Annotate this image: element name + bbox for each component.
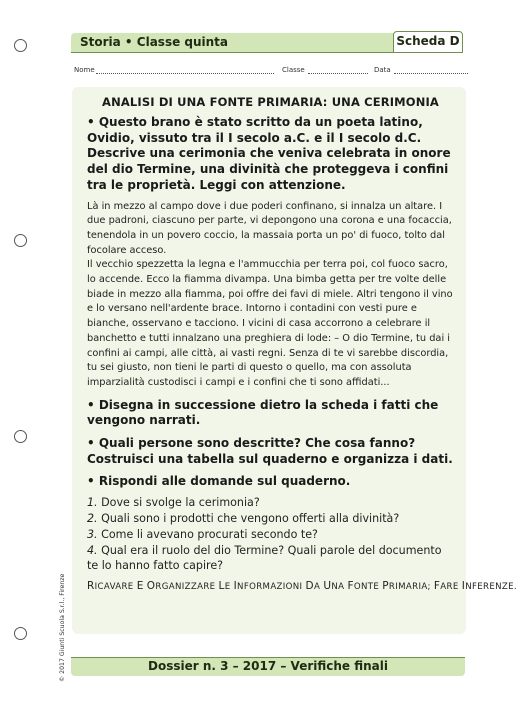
class-label: Classe [282, 66, 305, 74]
source-paragraph-2: Il vecchio spezzetta la legna e l'ammucchia per terra poi, col fuoco sacro, lo accende. Ecco la fiamma divampa. Una bimba getta per tre volte delle biade in mezzo alla fiamma, poi offre dei favi di miele. Altri tengono il vino e lo versano nell'ardente brace. Intorno i contadini con vesti pure e bianche, osservano e tacciono. I vicini di casa accorrono a celebrare il banchetto e tutti innalzano una preghiera di lode: – O dio Termine, tu dai i confini ai campi, alle città, ai vasti regni. Senza di te vi sarebbe discordia, tu sei giusto, non tieni le parti di questo o quello, ma con assoluta imparzialità custodisci i campi e i confini che ti sono affidati... [87, 259, 453, 388]
instruction-2: • Quali persone sono descritte? Che cosa fanno? Costruisci una tabella sul quaderno e organizza i dati. [87, 436, 453, 466]
name-field[interactable] [96, 66, 274, 74]
header-bar [71, 33, 463, 53]
source-paragraph-1: Là in mezzo al campo dove i due poderi confinano, si innalza un altare. I due padroni, ciascuno per parte, vi depongono una corona e una focaccia, tenendola in un povero coccio, la massaia porta un po' di fuoco, tolto dal focolare acceso. [87, 200, 452, 256]
footer-bar: Dossier n. 3 – 2017 – Verifiche finali [71, 657, 465, 676]
student-info-row [74, 66, 468, 78]
binder-hole-2 [14, 234, 27, 247]
intro-instruction: • Questo brano è stato scritto da un poeta latino, Ovidio, vissuto tra il I secolo a.C. e il I secolo d.C. Descrive una cerimonia che veniva celebrata in onore del dio Termine, una divinità che proteggeva i confini tra le proprietà. Leggi con attenzione. [87, 115, 451, 192]
binder-hole-3 [14, 430, 27, 443]
question-item: 3. Come li avevano procurati secondo te? [87, 527, 318, 541]
instruction-3: • Rispondi alle domande sul quaderno. [87, 474, 351, 489]
learning-objective: RICAVARE E ORGANIZZARE LE INFORMAZIONI DA UNA FONTE PRIMARIA; FARE INFERENZE. [87, 580, 517, 593]
binder-hole-1 [14, 39, 27, 52]
question-item: 1. Dove si svolge la cerimonia? [87, 496, 260, 510]
question-item: 4. Qual era il ruolo del dio Termine? Quali parole del documento te lo hanno fatto capire? [87, 543, 442, 573]
scheda-tab: Scheda D [393, 31, 463, 53]
question-list [87, 495, 454, 574]
subject-title: Storia • Classe quinta [80, 35, 229, 49]
date-field[interactable] [394, 66, 468, 74]
class-field[interactable] [308, 66, 368, 74]
date-label: Data [374, 66, 391, 74]
worksheet-title: ANALISI DI UNA FONTE PRIMARIA: UNA CERIMONIA [102, 95, 439, 109]
copyright-notice: © 2017 Giunti Scuola S.r.l., Firenze [59, 573, 66, 682]
binder-hole-4 [14, 627, 27, 640]
content-inner [87, 95, 517, 593]
question-item: 2. Quali sono i prodotti che vengono offerti alla divinità? [87, 511, 400, 525]
content-panel [72, 87, 517, 634]
name-label: Nome [74, 66, 95, 74]
instruction-1: • Disegna in successione dietro la scheda i fatti che vengono narrati. [87, 397, 439, 428]
